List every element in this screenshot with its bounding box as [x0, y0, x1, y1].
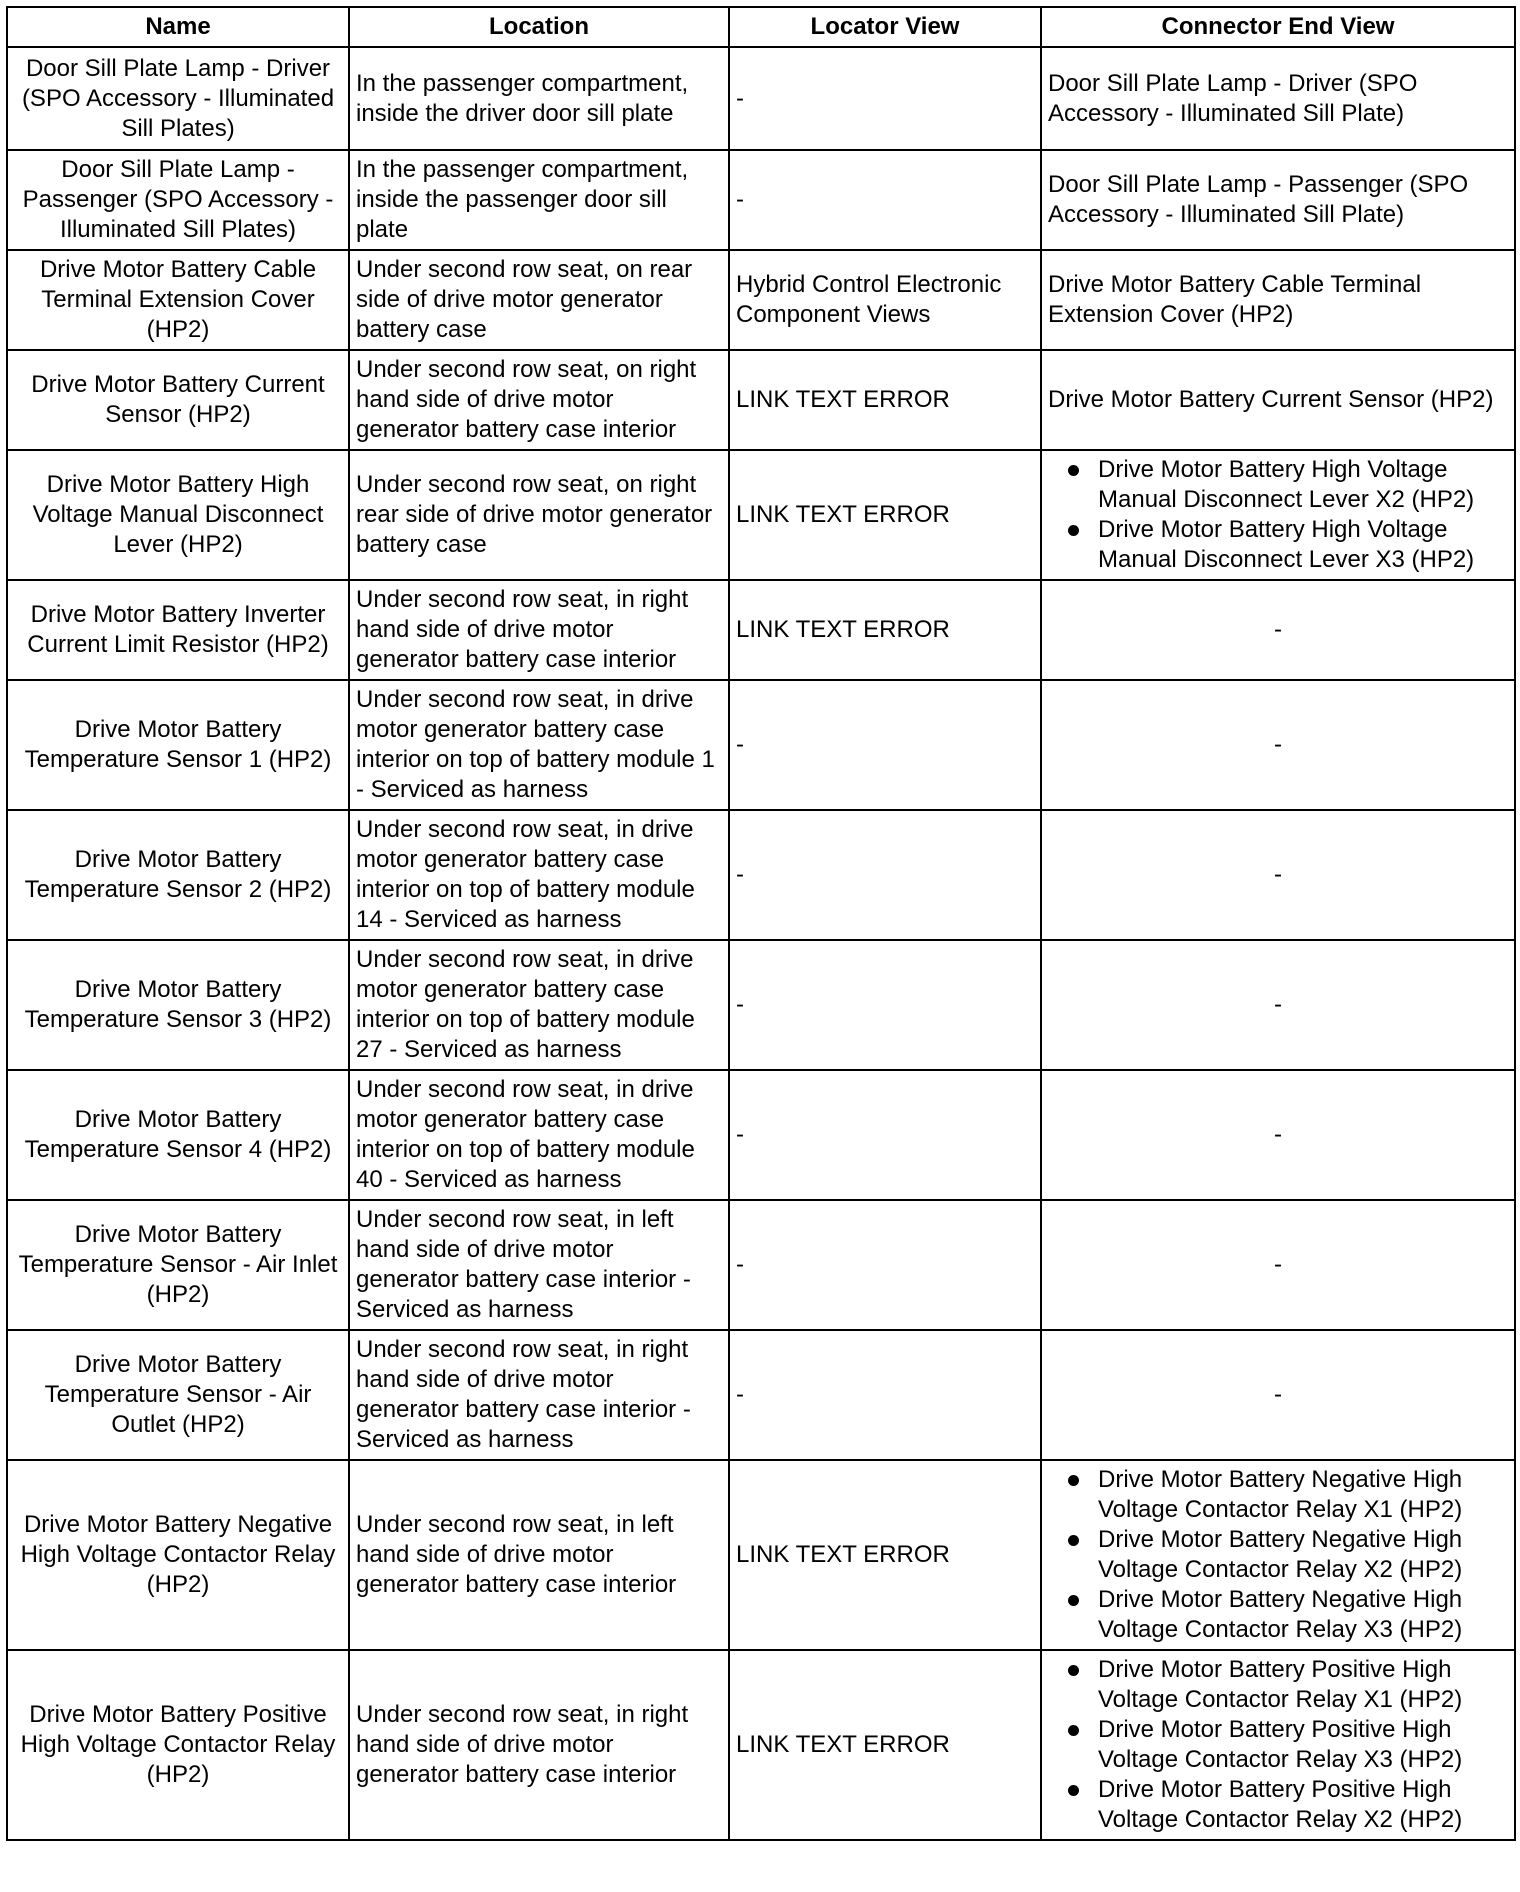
header-connector-end-view: Connector End View [1041, 7, 1515, 47]
cell-location: In the passenger compartment, inside the driver door sill plate [349, 47, 729, 150]
cell-locator-view: - [729, 1070, 1041, 1200]
cell-location: Under second row seat, on rear side of drive motor generator battery case [349, 250, 729, 350]
cell-name: Drive Motor Battery Temperature Sensor 3 (HP2) [7, 940, 349, 1070]
cell-connector-end-view [1041, 1200, 1515, 1330]
cell-name: Drive Motor Battery Temperature Sensor - Air Outlet (HP2) [7, 1330, 349, 1460]
cell-locator-view-link[interactable]: LINK TEXT ERROR [729, 450, 1041, 580]
cell-locator-view: - [729, 47, 1041, 150]
cell-name: Drive Motor Battery High Voltage Manual Disconnect Lever (HP2) [7, 450, 349, 580]
header-row [7, 7, 1515, 47]
table-row [7, 1460, 1515, 1650]
header-name: Name [7, 7, 349, 47]
table-row [7, 810, 1515, 940]
cell-name: Drive Motor Battery Temperature Sensor 4 (HP2) [7, 1070, 349, 1200]
table-row [7, 680, 1515, 810]
cell-locator-view: - [729, 940, 1041, 1070]
cell-connector-end-view [1041, 47, 1515, 150]
list-item: Drive Motor Battery High Voltage Manual Disconnect Lever X2 (HP2) [1048, 455, 1508, 515]
list-item: Drive Motor Battery Positive High Voltage Contactor Relay X3 (HP2) [1048, 1715, 1508, 1775]
cell-locator-view: - [729, 680, 1041, 810]
connector-text: - [1274, 1251, 1282, 1278]
cell-connector-end-view [1041, 250, 1515, 350]
connector-list [1048, 455, 1508, 575]
component-locator-table [6, 6, 1516, 1841]
connector-text: Drive Motor Battery Current Sensor (HP2) [1048, 386, 1494, 413]
cell-location: Under second row seat, in drive motor generator battery case interior on top of battery module 14 - Serviced as harness [349, 810, 729, 940]
cell-location: Under second row seat, on right rear side of drive motor generator battery case [349, 450, 729, 580]
connector-text: Door Sill Plate Lamp - Passenger (SPO Accessory - Illuminated Sill Plate) [1048, 171, 1469, 228]
table-row [7, 350, 1515, 450]
cell-location: Under second row seat, in drive motor generator battery case interior on top of battery module 27 - Serviced as harness [349, 940, 729, 1070]
cell-locator-view: - [729, 1330, 1041, 1460]
cell-locator-view: - [729, 810, 1041, 940]
cell-locator-view: - [729, 150, 1041, 250]
table-row [7, 450, 1515, 580]
cell-name: Drive Motor Battery Temperature Sensor 2 (HP2) [7, 810, 349, 940]
cell-connector-end-view [1041, 1070, 1515, 1200]
cell-name: Door Sill Plate Lamp - Passenger (SPO Accessory - Illuminated Sill Plates) [7, 150, 349, 250]
cell-connector-end-view [1041, 150, 1515, 250]
cell-name: Drive Motor Battery Temperature Sensor 1 (HP2) [7, 680, 349, 810]
table-row [7, 940, 1515, 1070]
cell-locator-view-link[interactable]: Hybrid Control Electronic Component Views [729, 250, 1041, 350]
connector-text: - [1274, 1381, 1282, 1408]
cell-connector-end-view [1041, 450, 1515, 580]
table-row [7, 1200, 1515, 1330]
table-row [7, 47, 1515, 150]
cell-name: Drive Motor Battery Cable Terminal Extension Cover (HP2) [7, 250, 349, 350]
connector-text: - [1274, 861, 1282, 888]
cell-locator-view-link[interactable]: LINK TEXT ERROR [729, 1650, 1041, 1840]
table-row [7, 250, 1515, 350]
connector-text: Door Sill Plate Lamp - Driver (SPO Accessory - Illuminated Sill Plate) [1048, 69, 1418, 127]
cell-locator-view-link[interactable]: LINK TEXT ERROR [729, 580, 1041, 680]
connector-list [1048, 1655, 1508, 1835]
cell-name: Drive Motor Battery Current Sensor (HP2) [7, 350, 349, 450]
cell-connector-end-view [1041, 810, 1515, 940]
table-row [7, 1650, 1515, 1840]
cell-location: Under second row seat, in right hand side of drive motor generator battery case interior [349, 1650, 729, 1840]
table-row [7, 580, 1515, 680]
cell-location: Under second row seat, on right hand side of drive motor generator battery case interior [349, 350, 729, 450]
cell-connector-end-view [1041, 680, 1515, 810]
connector-text: - [1274, 991, 1282, 1018]
cell-location: Under second row seat, in left hand side of drive motor generator battery case interior - Serviced as harness [349, 1200, 729, 1330]
cell-location: Under second row seat, in drive motor generator battery case interior on top of battery module 40 - Serviced as harness [349, 1070, 729, 1200]
cell-locator-view-link[interactable]: LINK TEXT ERROR [729, 350, 1041, 450]
connector-text: - [1274, 731, 1282, 758]
list-item: Drive Motor Battery High Voltage Manual Disconnect Lever X3 (HP2) [1048, 515, 1508, 575]
cell-location: Under second row seat, in right hand side of drive motor generator battery case interior [349, 580, 729, 680]
table-row [7, 1330, 1515, 1460]
list-item: Drive Motor Battery Positive High Voltage Contactor Relay X1 (HP2) [1048, 1655, 1508, 1715]
connector-list [1048, 1465, 1508, 1645]
cell-name: Drive Motor Battery Positive High Voltage Contactor Relay (HP2) [7, 1650, 349, 1840]
cell-location: Under second row seat, in left hand side of drive motor generator battery case interior [349, 1460, 729, 1650]
cell-connector-end-view [1041, 1650, 1515, 1840]
table-body [7, 47, 1515, 1840]
header-locator-view: Locator View [729, 7, 1041, 47]
cell-location: In the passenger compartment, inside the passenger door sill plate [349, 150, 729, 250]
cell-locator-view-link[interactable]: LINK TEXT ERROR [729, 1460, 1041, 1650]
cell-name: Door Sill Plate Lamp - Driver (SPO Accessory - Illuminated Sill Plates) [7, 47, 349, 150]
cell-locator-view: - [729, 1200, 1041, 1330]
cell-location: Under second row seat, in drive motor generator battery case interior on top of battery module 1 - Serviced as harness [349, 680, 729, 810]
cell-name: Drive Motor Battery Negative High Voltage Contactor Relay (HP2) [7, 1460, 349, 1650]
cell-connector-end-view [1041, 1460, 1515, 1650]
cell-connector-end-view [1041, 350, 1515, 450]
table-row [7, 150, 1515, 250]
cell-name: Drive Motor Battery Inverter Current Limit Resistor (HP2) [7, 580, 349, 680]
list-item: Drive Motor Battery Negative High Voltage Contactor Relay X3 (HP2) [1048, 1585, 1508, 1645]
cell-connector-end-view [1041, 1330, 1515, 1460]
connector-text: - [1274, 1121, 1282, 1148]
header-location: Location [349, 7, 729, 47]
list-item: Drive Motor Battery Negative High Voltage Contactor Relay X1 (HP2) [1048, 1465, 1508, 1525]
list-item: Drive Motor Battery Negative High Voltage Contactor Relay X2 (HP2) [1048, 1525, 1508, 1585]
connector-text: Drive Motor Battery Cable Terminal Extension Cover (HP2) [1048, 271, 1422, 328]
connector-text: - [1274, 616, 1282, 643]
cell-name: Drive Motor Battery Temperature Sensor - Air Inlet (HP2) [7, 1200, 349, 1330]
cell-connector-end-view [1041, 940, 1515, 1070]
list-item: Drive Motor Battery Positive High Voltage Contactor Relay X2 (HP2) [1048, 1775, 1508, 1835]
cell-location: Under second row seat, in right hand side of drive motor generator battery case interior - Serviced as harness [349, 1330, 729, 1460]
cell-connector-end-view [1041, 580, 1515, 680]
table-row [7, 1070, 1515, 1200]
